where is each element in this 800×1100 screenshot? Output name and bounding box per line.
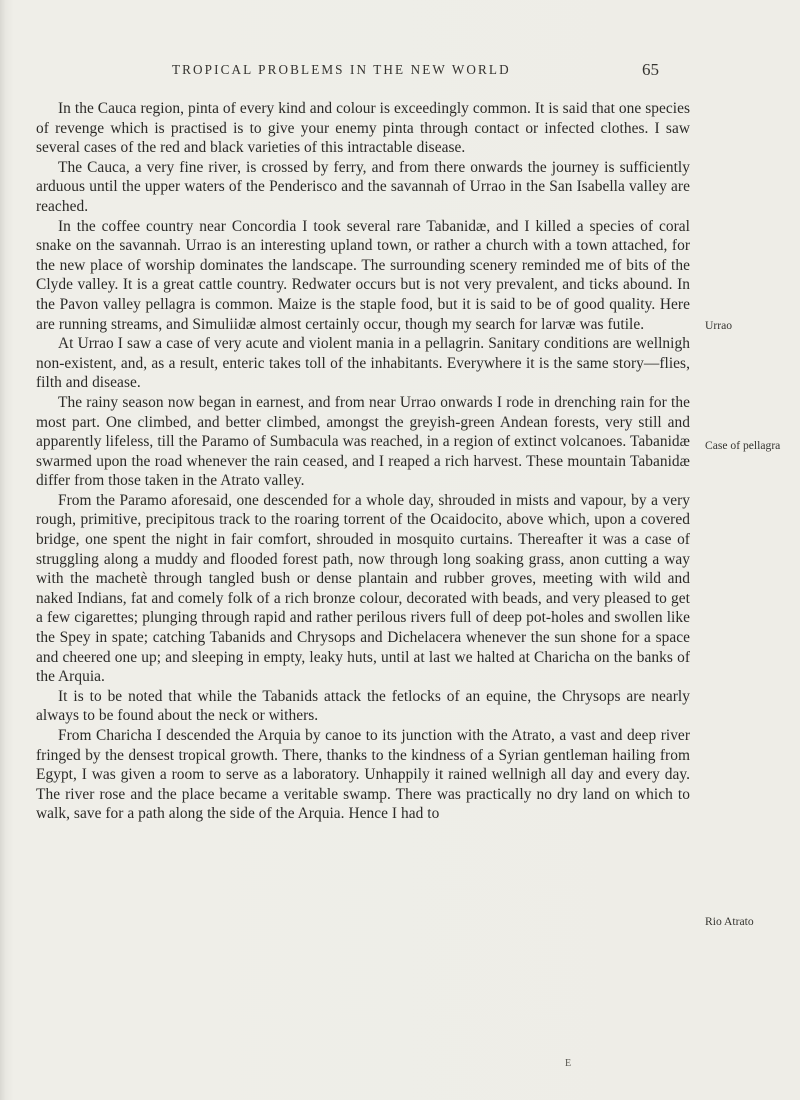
paragraph-pinta: In the Cauca region, pinta of every kind and colour is exceedingly common. It is said that one species of revenge which is practised is to give your enemy pinta through contact or infected clothes. I saw several cases of the red and black varieties of this intractable disease. <box>36 100 690 157</box>
paragraph-cauca-river: The Cauca, a very fine river, is crossed by ferry, and from there onwards the journey is sufficiently arduous until the upper waters of the Penderisco and the savannah of Urrao in the San Isabella valley are reached. <box>36 158 690 215</box>
running-head: TROPICAL PROBLEMS IN THE NEW WORLD <box>172 62 511 77</box>
margin-note-atrato: Rio Atrato <box>705 915 754 928</box>
paragraph-chrysops-note: It is to be noted that while the Tabanids attack the fetlocks of an equine, the Chrysops are nearly always to be found about the neck or withers. <box>36 687 690 725</box>
paragraph-pellagra-case: At Urrao I saw a case of very acute and violent mania in a pellagrin. Sanitary conditions are wellnigh non-existent, and, as a result, enteric takes toll of the inhabitants. Everywhere it is the same story—flies, filth and disease. <box>36 335 690 392</box>
paragraph-charicha-atrato: From Charicha I descended the Arquia by canoe to its junction with the Atrato, a vast and deep river fringed by the densest tropical growth. There, thanks to the kindness of a Syrian gentleman hailing from Egypt, I was given a room to serve as a laboratory. Unhappily it rained wellnigh all day and every day. The river rose and the place became a veritable swamp. There was practically no dry land on which to walk, save for a path along the side of the Arquia. Hence I had to <box>36 727 690 823</box>
page-number: 65 <box>642 60 659 79</box>
page-header <box>40 62 680 86</box>
paragraph-rainy-season: The rainy season now began in earnest, and from near Urrao onwards I rode in drenching rain for the most part. One climbed, and better climbed, amongst the greyish-green Andean forests, very still and apparently lifeless, till the Paramo of Sumbacula was reached, in a region of extinct volcanoes. Tabanidæ swarmed upon the road whenever the rain ceased, and I reaped a rich harvest. These mountain Tabanidæ differ from those taken in the Atrato valley. <box>36 393 690 490</box>
paragraph-paramo-descent: From the Paramo aforesaid, one descended for a whole day, shrouded in mists and vapour, by a very rough, primitive, precipitous track to the roaring torrent of the Ocaidocito, above which, upon a covered bridge, one spent the night in fair comfort, shrouded in mosquito curtains. Thereafter it was a case of struggling along a muddy and flooded forest path, now through long soaking grass, anon cutting a way with the machetè through tangled bush or dense plantain and rubber groves, meeting with wild and naked Indians, fat and comely folk of a rich bronze colour, decorated with beads, and very pleased to get a few cigarettes; plunging through rapid and rather perilous rivers full of deep pot-holes and swollen like the Spey in spate; catching Tabanids and Chrysops and Dichelacera whenever the sun shone for a space and cheered one up; and sleeping in empty, leaky huts, until at last we halted at Charicha on the banks of the Arquia. <box>36 491 690 686</box>
body-text <box>36 99 690 824</box>
margin-note-urrao: Urrao <box>705 319 733 332</box>
signature-mark: E <box>565 1058 572 1069</box>
paragraph-concordia-urrao: In the coffee country near Concordia I took several rare Tabanidæ, and I killed a species of coral snake on the savannah. Urrao is an interesting upland town, or rather a church with a town attached, for the new place of worship dominates the landscape. The surrounding scenery reminded me of bits of the Clyde valley. It is a great cattle country. Redwater occurs but is not very prevalent, and ticks abound. In the Pavon valley pellagra is common. Maize is the staple food, but it is said to be of good quality. Here are running streams, and Simuliidæ almost certainly occur, though my search for larvæ was futile. <box>36 217 690 333</box>
margin-note-pellagra: Case of pellagra <box>705 439 781 452</box>
